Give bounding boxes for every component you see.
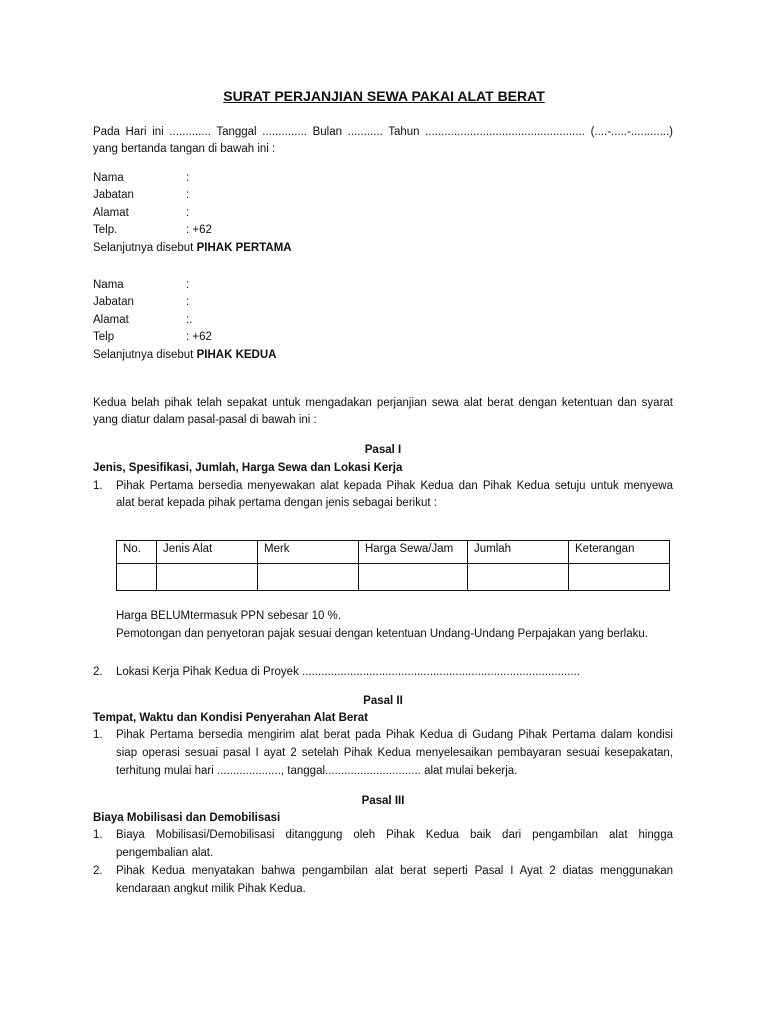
party-2-position-value: : — [186, 296, 190, 308]
pasal-3-item-1-line-2: pengembalian alat. — [116, 847, 214, 859]
party-1-phone-value: : +62 — [186, 224, 212, 236]
table-header-jumlah: Jumlah — [468, 541, 569, 564]
table-cell — [258, 564, 359, 591]
table-header-no: No. — [117, 541, 157, 564]
table-cell — [359, 564, 468, 591]
pasal-2-heading: Pasal II — [363, 695, 403, 707]
party-1-address-value: : — [186, 207, 190, 219]
agreement-line-1: Kedua belah pihak telah sepakat untuk mengadakan perjanjian sewa alat berat dengan ketentuan dan syarat — [93, 397, 673, 409]
pasal-1-heading: Pasal I — [364, 444, 402, 456]
party-2-position-label: Jabatan — [93, 296, 134, 308]
party-1-name-value: : — [186, 172, 190, 184]
table-cell — [157, 564, 258, 591]
party-1-position-label: Jabatan — [93, 189, 134, 201]
party-2-address-value: :. — [186, 314, 193, 326]
table-header-jenis-alat: Jenis Alat — [157, 541, 258, 564]
pasal-1-note-2: Pemotongan dan penyetoran pajak sesuai dengan ketentuan Undang-Undang Perpajakan yang berlaku. — [116, 628, 648, 640]
agreement-line-2: yang diatur dalam pasal-pasal di bawah ini : — [93, 414, 317, 426]
pasal-3-item-1-number: 1. — [93, 829, 103, 841]
party-1-name-label: Nama — [93, 172, 124, 184]
pasal-2-item-1-line-3: terhitung mulai hari ...................., tanggal.............................. alat mulai bekerja. — [116, 765, 518, 777]
table-cell — [569, 564, 670, 591]
party-1-address-label: Alamat — [93, 207, 129, 219]
pasal-1-subtitle: Jenis, Spesifikasi, Jumlah, Harga Sewa dan Lokasi Kerja — [93, 462, 403, 474]
intro-line-1: Pada Hari ini ............. Tanggal .............. Bulan ........... Tahun .................................................. (....-.....-............) — [93, 126, 673, 138]
party-1-referred-prefix: Selanjutnya disebut — [93, 242, 194, 254]
document-title: SURAT PERJANJIAN SEWA PAKAI ALAT BERAT — [223, 88, 545, 104]
party-2-referred — [93, 348, 276, 363]
pasal-3-item-1-line-1: Biaya Mobilisasi/Demobilisasi ditanggung oleh Pihak Kedua baik dari pengambilan alat hingga — [116, 829, 673, 841]
equipment-table — [116, 540, 670, 591]
equipment-table-header-row — [117, 541, 670, 564]
table-header-merk: Merk — [258, 541, 359, 564]
pasal-1-item-1-line-2: alat berat kepada pihak pertama dengan jenis sebagai berikut : — [116, 497, 437, 509]
pasal-2-item-1-line-1: Pihak Pertama bersedia mengirim alat berat pada Pihak Kedua di Gudang Pihak Pertama dalam kondisi — [116, 729, 673, 741]
pasal-1-item-1-number: 1. — [93, 480, 103, 492]
party-2-name-value: : — [186, 279, 190, 291]
pasal-1-item-1-line-1: Pihak Pertama bersedia menyewakan alat kepada Pihak Kedua dan Pihak Kedua setuju untuk menyewa — [116, 480, 673, 492]
table-header-harga-sewa: Harga Sewa/Jam — [359, 541, 468, 564]
pasal-2-item-1-line-2: siap operasi sesuai pasal I ayat 2 setelah Pihak Kedua menyelesaikan pembayaran sesuai kesepakatan, — [116, 747, 673, 759]
party-2-phone-value: : +62 — [186, 331, 212, 343]
table-header-keterangan: Keterangan — [569, 541, 670, 564]
party-2-address-label: Alamat — [93, 314, 129, 326]
party-1-phone-label: Telp. — [93, 224, 118, 236]
pasal-3-item-2-number: 2. — [93, 865, 103, 877]
pasal-3-item-2-line-1: Pihak Kedua menyatakan bahwa pengambilan alat berat seperti Pasal I Ayat 2 diatas menggunakan — [116, 865, 673, 877]
party-1-referred — [93, 241, 292, 256]
table-cell — [468, 564, 569, 591]
party-2-phone-label: Telp — [93, 331, 115, 343]
party-2-referred-prefix: Selanjutnya disebut — [93, 349, 194, 361]
pasal-1-item-2-text: Lokasi Kerja Pihak Kedua di Proyek ....................................................................................... — [116, 666, 580, 678]
pasal-2-subtitle: Tempat, Waktu dan Kondisi Penyerahan Alat Berat — [93, 712, 368, 724]
pasal-1-note-1: Harga BELUMtermasuk PPN sebesar 10 %. — [116, 610, 341, 622]
table-cell — [117, 564, 157, 591]
table-row — [117, 564, 670, 591]
pasal-3-heading: Pasal III — [361, 795, 405, 807]
pasal-3-subtitle: Biaya Mobilisasi dan Demobilisasi — [93, 812, 281, 824]
party-2-name-label: Nama — [93, 279, 124, 291]
pasal-2-item-1-number: 1. — [93, 729, 103, 741]
party-2-referred-name: PIHAK KEDUA — [196, 349, 277, 361]
party-1-referred-name: PIHAK PERTAMA — [196, 242, 292, 254]
intro-line-2: yang bertanda tangan di bawah ini : — [93, 143, 276, 155]
pasal-1-item-2-number: 2. — [93, 666, 103, 678]
party-1-position-value: : — [186, 189, 190, 201]
pasal-3-item-2-line-2: kendaraan angkut milik Pihak Kedua. — [116, 883, 306, 895]
